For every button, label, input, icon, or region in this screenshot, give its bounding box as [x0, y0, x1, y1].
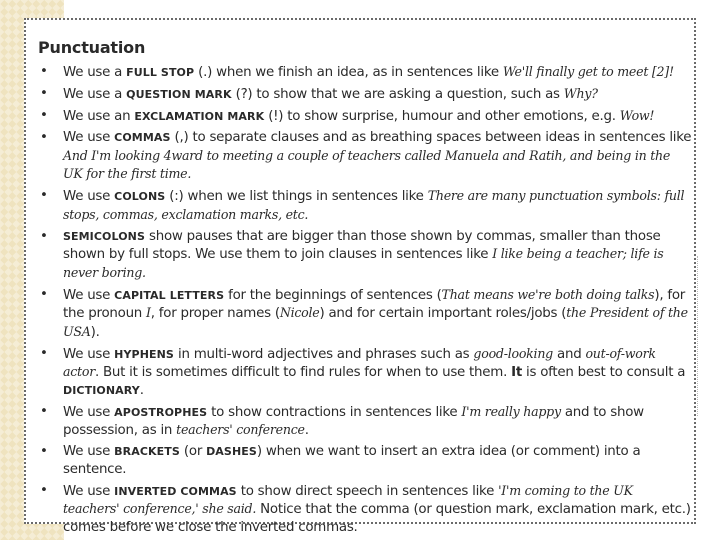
keyword-term: DICTIONARY — [63, 383, 140, 397]
bullet-icon: • — [40, 86, 48, 101]
keyword-term: HYPHENS — [114, 347, 174, 361]
body-text: show pauses that are bigger than those shown by commas, smaller than those shown by full stops. We use them to join clauses in sentences like — [63, 228, 661, 262]
body-text: ) when we want to insert an extra idea (or comment) into a sentence. — [63, 444, 641, 477]
keyword-term: INVERTED COMMAS — [114, 484, 237, 498]
keyword-term: QUESTION MARK — [126, 88, 232, 101]
keyword-term: DASHES — [206, 445, 257, 458]
example-text: 'I'm coming to the UK teachers' conference,' she said. — [63, 482, 633, 516]
body-text: for the beginnings of sentences ( — [224, 287, 442, 303]
body-text: We use — [63, 404, 115, 420]
keyword-term: SEMICOLONS — [63, 229, 145, 243]
example-text: There are many punctuation symbols: full stops, commas, exclamation marks, etc. — [63, 188, 685, 222]
bullet-icon: • — [40, 345, 48, 361]
body-text: (,) to separate clauses and as breathing spaces between ideas in sentences like — [170, 130, 692, 145]
list-item — [38, 85, 692, 104]
example-text: Why? — [563, 86, 598, 101]
example-text: I like being a teacher; life is never boring. — [63, 246, 664, 280]
body-text: We use — [63, 444, 115, 459]
bullet-icon: • — [40, 64, 48, 79]
list-item — [38, 443, 692, 478]
keyword-term: BRACKETS — [114, 445, 180, 458]
body-text: in multi-word adjectives and phrases such as — [173, 346, 474, 362]
example-text: good-looking — [473, 345, 553, 361]
body-text: . — [304, 423, 309, 438]
keyword-term: FULL STOP — [126, 66, 195, 79]
list-item — [38, 403, 692, 440]
bullet-icon: • — [40, 108, 48, 123]
example-text: Nicole — [279, 305, 320, 320]
body-text: . — [139, 382, 144, 398]
body-text: We use — [63, 346, 115, 362]
body-text: ), for the pronoun — [63, 287, 686, 321]
keyword-term: APOSTROPHES — [114, 405, 208, 419]
punctuation-list — [38, 63, 692, 536]
body-text: , for proper names ( — [150, 306, 280, 321]
list-item — [38, 286, 692, 342]
body-text: We use — [63, 189, 115, 204]
page-title: Punctuation — [38, 38, 146, 57]
keyword-term: CAPITAL LETTERS — [114, 288, 225, 302]
list-item — [38, 129, 692, 184]
example-text: That means we're both doing talks — [441, 286, 655, 302]
list-item — [38, 482, 692, 537]
body-text: We use a — [63, 65, 127, 80]
bullet-icon: • — [40, 228, 48, 244]
list-item — [38, 107, 692, 126]
bullet-icon: • — [40, 444, 48, 459]
body-text: We use — [63, 287, 115, 303]
decorative-dotted-line — [697, 256, 699, 416]
list-item — [38, 63, 692, 82]
bullet-icon: • — [40, 482, 48, 498]
body-text: to show direct speech in sentences like — [236, 483, 499, 499]
bullet-icon: • — [40, 188, 48, 203]
list-item — [38, 345, 692, 400]
body-text: We use an — [63, 109, 135, 124]
bullet-icon: • — [40, 130, 48, 145]
body-text: It — [511, 365, 522, 380]
example-text: And I'm looking 4ward to meeting a couple of teachers called Manuela and Ratih, and being in the UK for the first time. — [63, 147, 671, 181]
body-text: (?) to show that we are asking a question, such as — [231, 87, 564, 102]
list-item — [38, 228, 692, 283]
example-text: out-of-work actor — [63, 345, 656, 379]
body-text: (or — [179, 444, 207, 459]
keyword-term: COLONS — [114, 190, 166, 203]
body-text: and — [553, 346, 586, 362]
list-item — [38, 187, 692, 224]
body-text: and to show possession, as in — [63, 404, 644, 438]
body-text: (!) to show surprise, humour and other emotions, e.g. — [264, 109, 620, 124]
body-text: . But it is sometimes difficult to find rules for when to use them. — [94, 365, 512, 380]
body-text: (.) when we finish an idea, as in sentences like — [194, 65, 503, 80]
example-text: Wow! — [619, 108, 655, 123]
body-text: Notice that the comma (or question mark, exclamation mark, etc.) comes before we close the inverted commas. — [63, 502, 691, 535]
keyword-term: COMMAS — [114, 131, 171, 144]
example-text: We'll finally get to meet [2]! — [502, 64, 674, 79]
body-text: We use a — [63, 87, 127, 102]
bullet-icon: • — [40, 403, 48, 419]
body-text: is often best to consult a — [521, 365, 686, 380]
bullet-icon: • — [40, 286, 48, 302]
example-text: the President of the USA — [63, 305, 688, 339]
body-text: ) and for certain important roles/jobs ( — [319, 306, 567, 321]
body-text: ). — [90, 324, 100, 340]
example-text: I'm really happy — [461, 403, 561, 419]
slide-content — [38, 38, 692, 540]
keyword-term: EXCLAMATION MARK — [134, 110, 265, 123]
body-text: We use — [63, 483, 115, 499]
example-text: teachers' conference — [176, 422, 305, 437]
example-text: I — [146, 305, 151, 320]
body-text: We use — [63, 130, 115, 145]
body-text: (:) when we list things in sentences like — [165, 189, 428, 204]
body-text: to show contractions in sentences like — [207, 404, 462, 420]
